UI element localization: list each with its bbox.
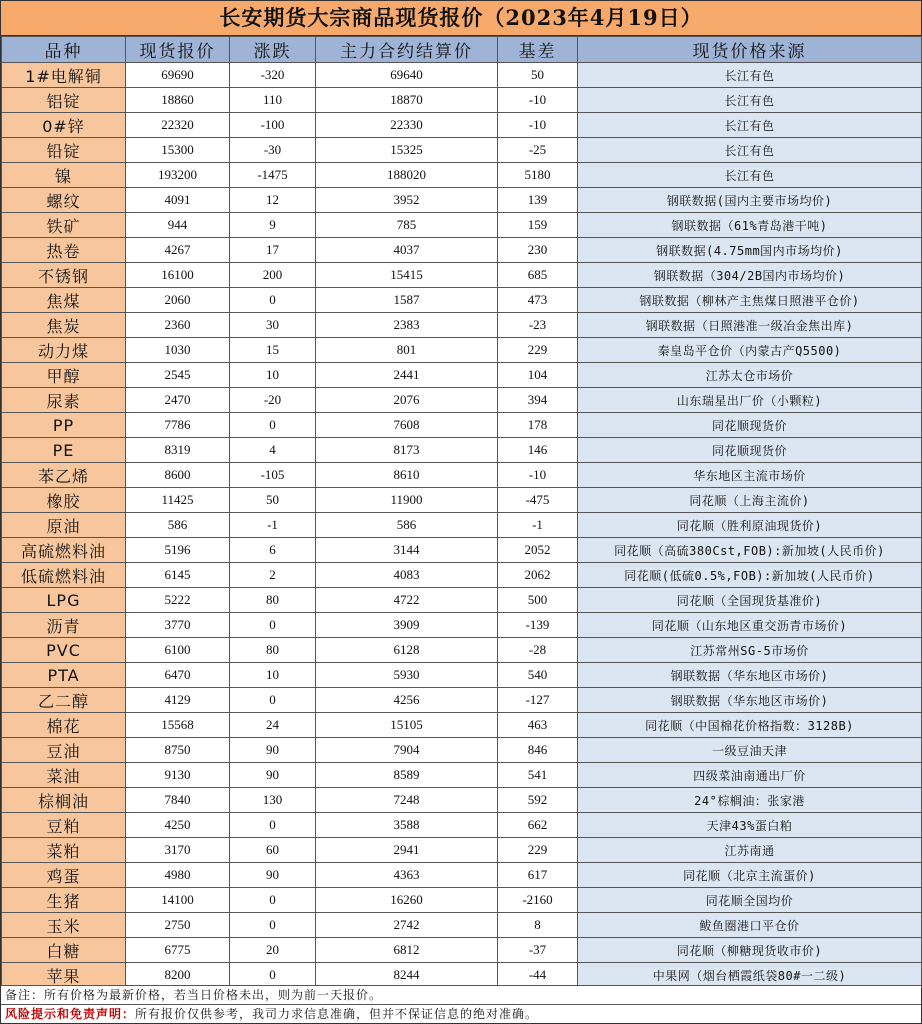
table-row — [2, 963, 922, 988]
settlement-price-cell: 8244 — [316, 963, 498, 988]
price-source-cell: 同花顺全国均价 — [578, 888, 922, 913]
price-change-cell: 0 — [230, 888, 316, 913]
disclaimer-label: 风险提示和免责声明： — [5, 1007, 136, 1021]
basis-cell: 159 — [498, 213, 578, 238]
settlement-price-cell: 7608 — [316, 413, 498, 438]
table-row — [2, 788, 922, 813]
price-table — [1, 36, 922, 988]
price-change-cell: 0 — [230, 413, 316, 438]
table-row — [2, 888, 922, 913]
price-source-cell: 长江有色 — [578, 113, 922, 138]
spot-price-cell: 8319 — [126, 438, 230, 463]
price-source-cell: 长江有色 — [578, 63, 922, 88]
spot-price-cell: 8600 — [126, 463, 230, 488]
price-change-cell: 15 — [230, 338, 316, 363]
price-change-cell: 17 — [230, 238, 316, 263]
settlement-price-cell: 15105 — [316, 713, 498, 738]
basis-cell: -23 — [498, 313, 578, 338]
spot-price-cell: 6470 — [126, 663, 230, 688]
basis-cell: -127 — [498, 688, 578, 713]
price-change-cell: 0 — [230, 813, 316, 838]
price-change-cell: 200 — [230, 263, 316, 288]
settlement-price-cell: 7904 — [316, 738, 498, 763]
settlement-price-cell: 3952 — [316, 188, 498, 213]
basis-cell: 662 — [498, 813, 578, 838]
basis-cell: -37 — [498, 938, 578, 963]
settlement-price-cell: 8589 — [316, 763, 498, 788]
price-change-cell: 110 — [230, 88, 316, 113]
settlement-price-cell: 4363 — [316, 863, 498, 888]
settlement-price-cell: 4083 — [316, 563, 498, 588]
price-change-cell: 0 — [230, 613, 316, 638]
settlement-price-cell: 8173 — [316, 438, 498, 463]
price-source-cell: 同花顺现货价 — [578, 438, 922, 463]
price-source-cell: 钢联数据（304/2B国内市场均价) — [578, 263, 922, 288]
settlement-price-cell: 188020 — [316, 163, 498, 188]
price-change-cell: 50 — [230, 488, 316, 513]
price-change-cell: 130 — [230, 788, 316, 813]
settlement-price-cell: 2383 — [316, 313, 498, 338]
price-source-cell: 华东地区主流市场价 — [578, 463, 922, 488]
settlement-price-cell: 2941 — [316, 838, 498, 863]
price-change-cell: 0 — [230, 288, 316, 313]
table-row — [2, 763, 922, 788]
price-change-cell: 10 — [230, 663, 316, 688]
basis-cell: 146 — [498, 438, 578, 463]
price-change-cell: 0 — [230, 963, 316, 988]
price-source-cell: 钢联数据(4.75mm国内市场均价) — [578, 238, 922, 263]
table-row — [2, 313, 922, 338]
price-change-cell: 20 — [230, 938, 316, 963]
product-name-cell: 乙二醇 — [2, 688, 126, 713]
table-row — [2, 163, 922, 188]
table-row — [2, 138, 922, 163]
table-row — [2, 738, 922, 763]
spot-price-cell: 4267 — [126, 238, 230, 263]
table-row — [2, 588, 922, 613]
basis-cell: 617 — [498, 863, 578, 888]
table-row — [2, 663, 922, 688]
price-source-cell: 同花顺（北京主流蛋价) — [578, 863, 922, 888]
spot-price-cell: 2060 — [126, 288, 230, 313]
settlement-price-cell: 3909 — [316, 613, 498, 638]
product-name-cell: 棉花 — [2, 713, 126, 738]
settlement-price-cell: 22330 — [316, 113, 498, 138]
table-header-row — [2, 37, 922, 63]
settlement-price-cell: 7248 — [316, 788, 498, 813]
basis-cell: -1 — [498, 513, 578, 538]
product-name-cell: 1#电解铜 — [2, 63, 126, 88]
product-name-cell: 苯乙烯 — [2, 463, 126, 488]
table-row — [2, 938, 922, 963]
product-name-cell: PP — [2, 413, 126, 438]
settlement-price-cell: 4037 — [316, 238, 498, 263]
basis-cell: 463 — [498, 713, 578, 738]
price-source-cell: 秦皇岛平仓价（内蒙古产Q5500) — [578, 338, 922, 363]
price-source-cell: 同花顺（高硫380Cst,FOB):新加坡(人民币价) — [578, 538, 922, 563]
table-row — [2, 638, 922, 663]
disclaimer-text: 所有报价仅供参考，我司力求信息准确，但并不保证信息的绝对准确。 — [135, 1007, 539, 1021]
basis-cell: -475 — [498, 488, 578, 513]
spot-price-cell: 944 — [126, 213, 230, 238]
price-change-cell: 90 — [230, 738, 316, 763]
price-source-cell: 同花顺（全国现货基准价) — [578, 588, 922, 613]
table-body — [2, 63, 922, 988]
product-name-cell: 铝锭 — [2, 88, 126, 113]
spot-price-cell: 15300 — [126, 138, 230, 163]
spot-price-cell: 6145 — [126, 563, 230, 588]
spot-price-cell: 4980 — [126, 863, 230, 888]
price-change-cell: -1 — [230, 513, 316, 538]
price-source-cell: 钢联数据(国内主要市场均价) — [578, 188, 922, 213]
price-source-cell: 同花顺现货价 — [578, 413, 922, 438]
price-change-cell: -105 — [230, 463, 316, 488]
price-source-cell: 24°棕榈油：张家港 — [578, 788, 922, 813]
settlement-price-cell: 8610 — [316, 463, 498, 488]
settlement-price-cell: 6128 — [316, 638, 498, 663]
price-change-cell: -30 — [230, 138, 316, 163]
table-row — [2, 513, 922, 538]
product-name-cell: 原油 — [2, 513, 126, 538]
basis-cell: 2062 — [498, 563, 578, 588]
price-source-cell: 一级豆油天津 — [578, 738, 922, 763]
spot-price-cell: 6100 — [126, 638, 230, 663]
price-change-cell: -100 — [230, 113, 316, 138]
settlement-price-cell: 5930 — [316, 663, 498, 688]
price-change-cell: 80 — [230, 638, 316, 663]
settlement-price-cell: 15325 — [316, 138, 498, 163]
table-row — [2, 813, 922, 838]
table-row — [2, 688, 922, 713]
spot-price-cell: 6775 — [126, 938, 230, 963]
price-change-cell: 12 — [230, 188, 316, 213]
basis-cell: 2052 — [498, 538, 578, 563]
settlement-price-cell: 15415 — [316, 263, 498, 288]
product-name-cell: 低硫燃料油 — [2, 563, 126, 588]
basis-cell: -139 — [498, 613, 578, 638]
product-name-cell: 豆粕 — [2, 813, 126, 838]
settlement-price-cell: 4256 — [316, 688, 498, 713]
page-title: 长安期货大宗商品现货报价（2023年4月19日） — [1, 1, 921, 36]
basis-cell: -2160 — [498, 888, 578, 913]
product-name-cell: 沥青 — [2, 613, 126, 638]
settlement-price-cell: 16260 — [316, 888, 498, 913]
spot-price-cell: 4250 — [126, 813, 230, 838]
basis-cell: 473 — [498, 288, 578, 313]
price-change-cell: 90 — [230, 863, 316, 888]
basis-cell: 5180 — [498, 163, 578, 188]
price-change-cell: 30 — [230, 313, 316, 338]
price-source-cell: 钢联数据（华东地区市场价) — [578, 688, 922, 713]
product-name-cell: 尿素 — [2, 388, 126, 413]
spot-price-cell: 5196 — [126, 538, 230, 563]
table-row — [2, 388, 922, 413]
price-source-cell: 钢联数据（华东地区市场价) — [578, 663, 922, 688]
table-row — [2, 88, 922, 113]
price-change-cell: 6 — [230, 538, 316, 563]
product-name-cell: 苹果 — [2, 963, 126, 988]
price-source-cell: 江苏南通 — [578, 838, 922, 863]
table-row — [2, 238, 922, 263]
product-name-cell: 橡胶 — [2, 488, 126, 513]
settlement-price-cell: 2441 — [316, 363, 498, 388]
product-name-cell: 菜油 — [2, 763, 126, 788]
settlement-price-cell: 2742 — [316, 913, 498, 938]
basis-cell: 685 — [498, 263, 578, 288]
spot-price-cell: 2360 — [126, 313, 230, 338]
price-source-cell: 天津43%蛋白粕 — [578, 813, 922, 838]
product-name-cell: 菜粕 — [2, 838, 126, 863]
product-name-cell: 鸡蛋 — [2, 863, 126, 888]
table-row — [2, 863, 922, 888]
table-row — [2, 63, 922, 88]
product-name-cell: 镍 — [2, 163, 126, 188]
basis-cell: 230 — [498, 238, 578, 263]
spot-price-cell: 2750 — [126, 913, 230, 938]
price-change-cell: 0 — [230, 913, 316, 938]
price-source-cell: 江苏常州SG-5市场价 — [578, 638, 922, 663]
product-name-cell: 棕榈油 — [2, 788, 126, 813]
spot-price-cell: 22320 — [126, 113, 230, 138]
basis-cell: 500 — [498, 588, 578, 613]
price-change-cell: 4 — [230, 438, 316, 463]
product-name-cell: PVC — [2, 638, 126, 663]
column-header-basis: 基差 — [498, 37, 578, 63]
basis-cell: 229 — [498, 338, 578, 363]
spot-price-cell: 193200 — [126, 163, 230, 188]
product-name-cell: LPG — [2, 588, 126, 613]
product-name-cell: 焦煤 — [2, 288, 126, 313]
price-source-cell: 同花顺（山东地区重交沥青市场价) — [578, 613, 922, 638]
price-source-cell: 鲅鱼圈港口平仓价 — [578, 913, 922, 938]
price-source-cell: 中果网（烟台栖霞纸袋80#一二级) — [578, 963, 922, 988]
settlement-price-cell: 2076 — [316, 388, 498, 413]
spot-price-cell: 15568 — [126, 713, 230, 738]
price-source-cell: 同花顺（上海主流价) — [578, 488, 922, 513]
table-row — [2, 913, 922, 938]
product-name-cell: 铅锭 — [2, 138, 126, 163]
spot-price-cell: 7840 — [126, 788, 230, 813]
column-header-change: 涨跌 — [230, 37, 316, 63]
product-name-cell: 0#锌 — [2, 113, 126, 138]
product-name-cell: 高硫燃料油 — [2, 538, 126, 563]
price-source-cell: 江苏太仓市场价 — [578, 363, 922, 388]
product-name-cell: 生猪 — [2, 888, 126, 913]
spot-price-cell: 9130 — [126, 763, 230, 788]
basis-cell: -10 — [498, 463, 578, 488]
price-change-cell: 9 — [230, 213, 316, 238]
product-name-cell: 动力煤 — [2, 338, 126, 363]
table-row — [2, 213, 922, 238]
settlement-price-cell: 69640 — [316, 63, 498, 88]
basis-cell: 846 — [498, 738, 578, 763]
settlement-price-cell: 6812 — [316, 938, 498, 963]
spot-price-cell: 3770 — [126, 613, 230, 638]
spot-price-cell: 3170 — [126, 838, 230, 863]
price-change-cell: 80 — [230, 588, 316, 613]
price-source-cell: 山东瑞星出厂价（小颗粒) — [578, 388, 922, 413]
product-name-cell: 豆油 — [2, 738, 126, 763]
price-change-cell: 24 — [230, 713, 316, 738]
column-header-product: 品种 — [2, 37, 126, 63]
table-row — [2, 463, 922, 488]
basis-cell: 592 — [498, 788, 578, 813]
price-source-cell: 钢联数据（日照港准一级冶金焦出库) — [578, 313, 922, 338]
column-header-spot-price: 现货报价 — [126, 37, 230, 63]
price-change-cell: 2 — [230, 563, 316, 588]
spot-price-cell: 18860 — [126, 88, 230, 113]
settlement-price-cell: 586 — [316, 513, 498, 538]
spot-price-cell: 11425 — [126, 488, 230, 513]
spot-price-cell: 14100 — [126, 888, 230, 913]
price-source-cell: 同花顺（柳糖现货收市价) — [578, 938, 922, 963]
settlement-price-cell: 1587 — [316, 288, 498, 313]
product-name-cell: PTA — [2, 663, 126, 688]
table-row — [2, 713, 922, 738]
price-change-cell: 60 — [230, 838, 316, 863]
price-change-cell: -320 — [230, 63, 316, 88]
price-source-cell: 长江有色 — [578, 138, 922, 163]
table-row — [2, 363, 922, 388]
basis-cell: 139 — [498, 188, 578, 213]
table-row — [2, 188, 922, 213]
spot-price-cell: 2470 — [126, 388, 230, 413]
spot-price-cell: 1030 — [126, 338, 230, 363]
settlement-price-cell: 3144 — [316, 538, 498, 563]
settlement-price-cell: 4722 — [316, 588, 498, 613]
price-source-cell: 同花顺（中国棉花价格指数：3128B) — [578, 713, 922, 738]
product-name-cell: 热卷 — [2, 238, 126, 263]
table-row — [2, 438, 922, 463]
remark-note: 备注：所有价格为最新价格，若当日价格未出，则为前一天报价。 — [1, 985, 921, 1004]
price-change-cell: 0 — [230, 688, 316, 713]
column-header-price-source: 现货价格来源 — [578, 37, 922, 63]
table-row — [2, 613, 922, 638]
basis-cell: -28 — [498, 638, 578, 663]
price-change-cell: -20 — [230, 388, 316, 413]
price-change-cell: 10 — [230, 363, 316, 388]
product-name-cell: 甲醇 — [2, 363, 126, 388]
table-row — [2, 338, 922, 363]
price-source-cell: 钢联数据（61%青岛港干吨) — [578, 213, 922, 238]
settlement-price-cell: 801 — [316, 338, 498, 363]
spot-price-cell: 7786 — [126, 413, 230, 438]
basis-cell: 50 — [498, 63, 578, 88]
product-name-cell: 不锈钢 — [2, 263, 126, 288]
table-row — [2, 838, 922, 863]
spot-price-cell: 586 — [126, 513, 230, 538]
table-row — [2, 488, 922, 513]
table-row — [2, 563, 922, 588]
product-name-cell: 铁矿 — [2, 213, 126, 238]
price-change-cell: -1475 — [230, 163, 316, 188]
basis-cell: 229 — [498, 838, 578, 863]
basis-cell: -25 — [498, 138, 578, 163]
settlement-price-cell: 785 — [316, 213, 498, 238]
spot-price-cell: 8200 — [126, 963, 230, 988]
table-row — [2, 538, 922, 563]
product-name-cell: 玉米 — [2, 913, 126, 938]
price-source-cell: 长江有色 — [578, 88, 922, 113]
basis-cell: 540 — [498, 663, 578, 688]
product-name-cell: 焦炭 — [2, 313, 126, 338]
basis-cell: -10 — [498, 88, 578, 113]
table-row — [2, 113, 922, 138]
spot-price-cell: 4129 — [126, 688, 230, 713]
disclaimer-note — [1, 1004, 921, 1023]
spot-price-cell: 8750 — [126, 738, 230, 763]
table-row — [2, 413, 922, 438]
settlement-price-cell: 18870 — [316, 88, 498, 113]
price-source-cell: 同花顺（胜利原油现货价) — [578, 513, 922, 538]
basis-cell: -10 — [498, 113, 578, 138]
price-change-cell: 90 — [230, 763, 316, 788]
basis-cell: 178 — [498, 413, 578, 438]
spot-price-cell: 4091 — [126, 188, 230, 213]
product-name-cell: 螺纹 — [2, 188, 126, 213]
basis-cell: 394 — [498, 388, 578, 413]
settlement-price-cell: 3588 — [316, 813, 498, 838]
price-source-cell: 钢联数据（柳林产主焦煤日照港平仓价) — [578, 288, 922, 313]
product-name-cell: 白糖 — [2, 938, 126, 963]
basis-cell: 8 — [498, 913, 578, 938]
spot-price-cell: 5222 — [126, 588, 230, 613]
price-source-cell: 同花顺(低硫0.5%,FOB):新加坡(人民币价) — [578, 563, 922, 588]
table-row — [2, 263, 922, 288]
settlement-price-cell: 11900 — [316, 488, 498, 513]
price-source-cell: 长江有色 — [578, 163, 922, 188]
basis-cell: 104 — [498, 363, 578, 388]
price-source-cell: 四级菜油南通出厂价 — [578, 763, 922, 788]
spot-price-cell: 2545 — [126, 363, 230, 388]
product-name-cell: PE — [2, 438, 126, 463]
basis-cell: -44 — [498, 963, 578, 988]
spot-price-cell: 16100 — [126, 263, 230, 288]
column-header-settlement-price: 主力合约结算价 — [316, 37, 498, 63]
spot-price-cell: 69690 — [126, 63, 230, 88]
basis-cell: 541 — [498, 763, 578, 788]
table-row — [2, 288, 922, 313]
